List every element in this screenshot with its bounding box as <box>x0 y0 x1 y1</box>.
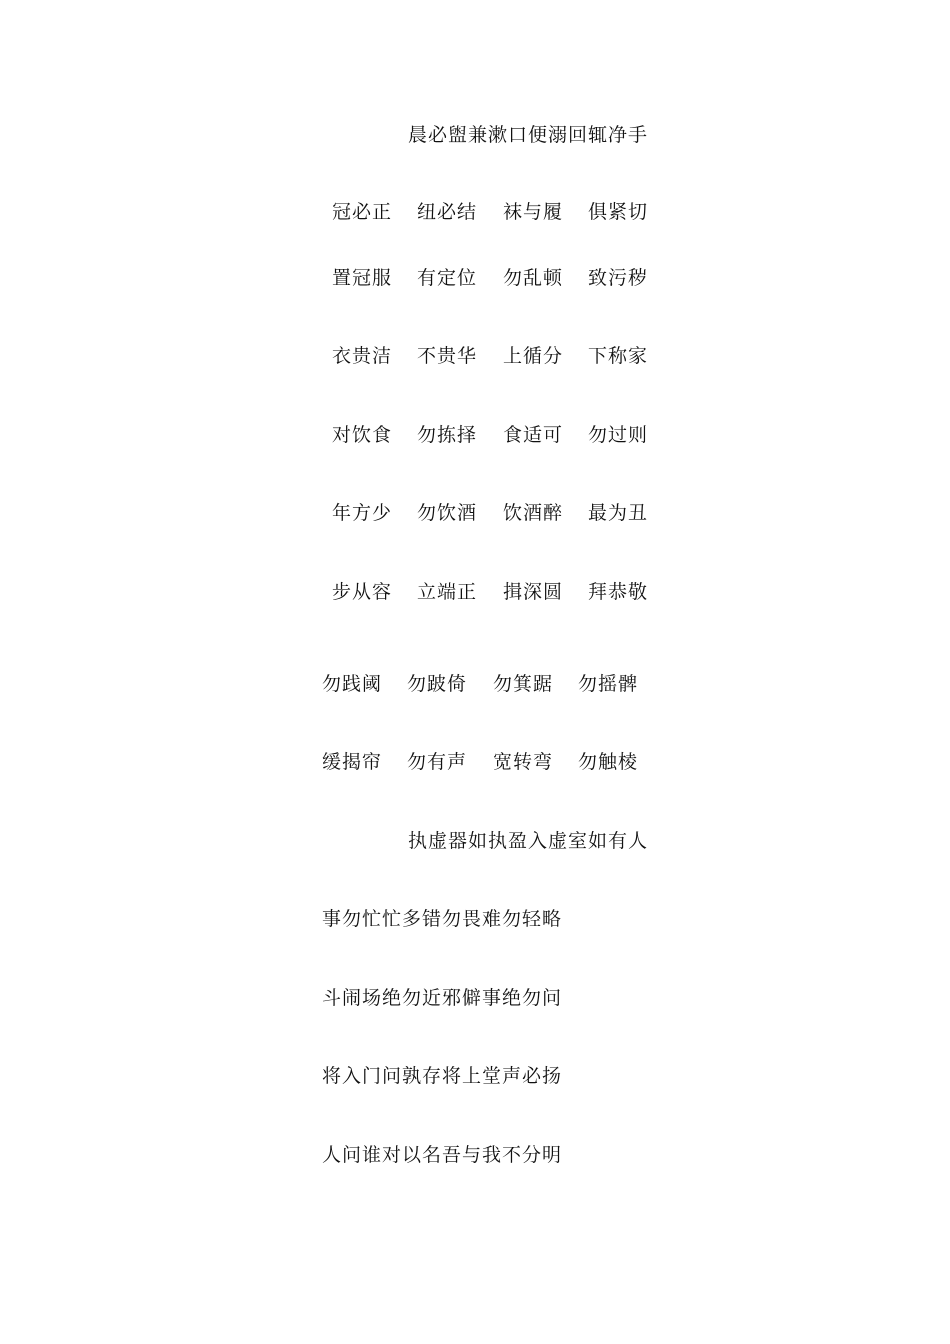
verse-cell: 致污秽 <box>588 267 649 289</box>
verse-cell: 缓揭帘 <box>322 751 383 773</box>
verse-cell: 揖深圆 <box>503 581 564 603</box>
verse-line: 人问谁对以名吾与我不分明 <box>322 1144 563 1166</box>
verse-cell: 拜恭敬 <box>588 581 649 603</box>
verse-cell: 勿摇髀 <box>578 673 639 695</box>
verse-cell: 食适可 <box>503 424 564 446</box>
verse-cell: 勿跛倚 <box>407 673 468 695</box>
verse-line: 执虚器如执盈入虚室如有人 <box>408 830 649 852</box>
verse-cell: 对饮食 <box>332 424 393 446</box>
verse-cell: 有定位 <box>417 267 478 289</box>
verse-cell: 置冠服 <box>332 267 393 289</box>
verse-cell: 勿箕踞 <box>493 673 554 695</box>
verse-cell: 勿触棱 <box>578 751 639 773</box>
verse-cell: 勿践阈 <box>322 673 383 695</box>
verse-cell: 勿乱顿 <box>503 267 564 289</box>
verse-cell: 俱紧切 <box>588 201 649 223</box>
verse-cell: 下称家 <box>588 345 649 367</box>
verse-cell: 宽转弯 <box>493 751 554 773</box>
verse-line: 斗闹场绝勿近邪僻事绝勿问 <box>322 987 563 1009</box>
verse-cell: 步从容 <box>332 581 393 603</box>
verse-line-heading: 晨必盥兼漱口便溺回辄净手 <box>408 124 649 146</box>
verse-cell: 勿饮酒 <box>417 502 478 524</box>
verse-cell: 立端正 <box>417 581 478 603</box>
verse-cell: 不贵华 <box>417 345 478 367</box>
verse-cell: 衣贵洁 <box>332 345 393 367</box>
verse-cell: 纽必结 <box>417 201 478 223</box>
verse-cell: 年方少 <box>332 502 393 524</box>
verse-cell: 勿过则 <box>588 424 649 446</box>
verse-cell: 袜与履 <box>503 201 564 223</box>
verse-cell: 勿拣择 <box>417 424 478 446</box>
verse-line: 事勿忙忙多错勿畏难勿轻略 <box>322 908 563 930</box>
verse-line: 将入门问孰存将上堂声必扬 <box>322 1065 563 1087</box>
verse-cell: 冠必正 <box>332 201 393 223</box>
verse-cell: 饮酒醉 <box>503 502 564 524</box>
verse-cell: 上循分 <box>503 345 564 367</box>
verse-cell: 勿有声 <box>407 751 468 773</box>
verse-cell: 最为丑 <box>588 502 649 524</box>
